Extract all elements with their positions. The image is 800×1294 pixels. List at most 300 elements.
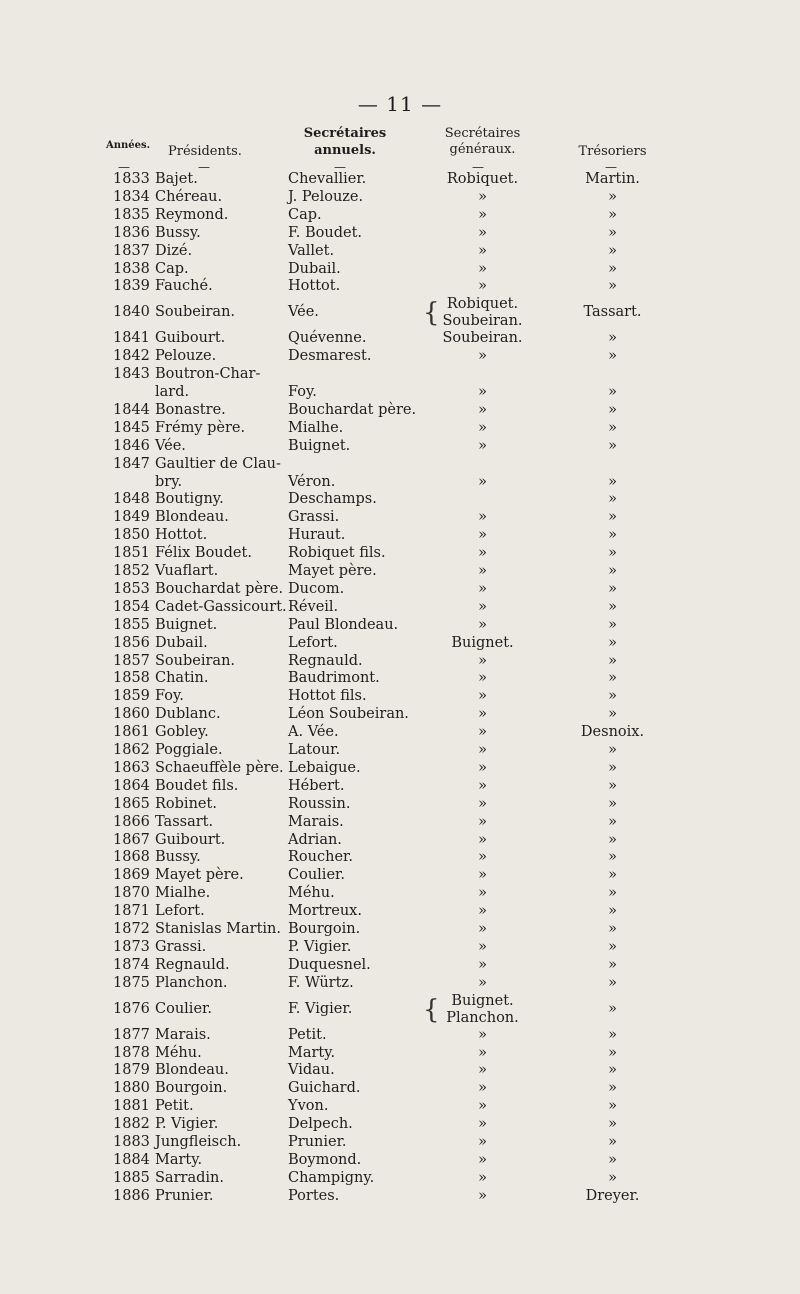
header-years: Années. <box>106 140 151 151</box>
annual-secretary-cell: Boymond. <box>288 1151 362 1168</box>
year-cell: 1869 <box>113 867 150 884</box>
table-row <box>0 420 800 437</box>
treasurer-cell: » <box>608 742 617 758</box>
year-cell: 1835 <box>113 206 150 223</box>
annual-secretary-cell: Guichard. <box>288 1080 361 1097</box>
general-secretary-cell: » <box>478 974 487 991</box>
annual-secretary-cell: Marais. <box>288 813 344 830</box>
general-secretary-cell: » <box>478 688 487 705</box>
year-cell: 1854 <box>113 598 150 615</box>
table-row <box>0 189 800 206</box>
treasurer-cell: Dreyer. <box>585 1187 640 1204</box>
president-cell: Mayet père. <box>155 867 244 884</box>
annual-secretary-cell: Hébert. <box>288 777 345 794</box>
year-cell: 1834 <box>113 188 150 205</box>
year-cell: 1868 <box>113 849 150 866</box>
table-row <box>0 261 800 278</box>
year-cell: 1833 <box>113 171 150 187</box>
president-cell: Félix Boudet. <box>155 545 252 562</box>
treasurer-cell: » <box>608 224 617 241</box>
table-row <box>0 653 800 670</box>
year-cell: 1856 <box>113 634 150 651</box>
president-cell: Chatin. <box>155 670 209 687</box>
table-row <box>0 832 800 849</box>
president-cell: Vée. <box>155 437 186 454</box>
annual-secretary-cell: Hottot. <box>288 278 341 295</box>
general-secretary-cell: » <box>478 921 487 937</box>
treasurer-cell: » <box>608 1000 617 1017</box>
general-secretary-cell: Robiquet. <box>446 171 519 187</box>
header-presidents: Présidents. <box>168 144 242 159</box>
general-secretary-cell: » <box>478 1116 487 1133</box>
table-row <box>0 1116 800 1133</box>
year-cell: 1841 <box>113 330 150 347</box>
annual-secretary-cell: F. Würtz. <box>288 974 354 991</box>
general-secretary-cell: » <box>478 242 487 259</box>
general-secretary-cell: » <box>478 224 487 241</box>
general-secretary-cell: » <box>478 563 487 579</box>
table-row <box>0 1098 800 1115</box>
year-cell: 1867 <box>113 831 150 848</box>
header-dash: — <box>198 160 210 174</box>
treasurer-cell: » <box>608 188 617 205</box>
annual-secretary-cell: Mayet père. <box>288 563 377 579</box>
table-row <box>0 171 800 188</box>
general-secretary-cell: » <box>478 813 487 830</box>
annual-secretary-cell: Vée. <box>288 304 319 321</box>
annual-secretary-cell: Bourgoin. <box>288 921 361 937</box>
annual-secretary-cell: Lefort. <box>288 634 338 651</box>
annual-secretary-cell: Foy. <box>288 384 317 400</box>
table-row <box>0 581 800 598</box>
treasurer-cell: » <box>608 759 617 776</box>
header-general-line1: Secrétaires <box>444 126 521 141</box>
annual-secretary-cell: Bouchardat père. <box>288 401 417 418</box>
table-row <box>0 207 800 224</box>
table-row <box>0 348 800 365</box>
general-secretary-cell: » <box>478 1026 487 1043</box>
year-cell: 1876 <box>113 1000 150 1017</box>
president-cell: Stanislas Martin. <box>155 921 281 937</box>
year-cell: 1844 <box>113 401 150 418</box>
year-cell: 1873 <box>113 938 150 955</box>
president-cell: Boudet fils. <box>155 777 239 794</box>
header-annual-line1: Secrétaires <box>303 126 387 141</box>
president-cell: Gobley. <box>155 724 209 741</box>
treasurer-cell: » <box>608 348 617 365</box>
general-secretary-cell: Buignet. <box>451 634 514 651</box>
table-row <box>0 778 800 795</box>
general-secretary-cell: » <box>478 1098 487 1115</box>
year-cell: 1842 <box>113 348 150 365</box>
treasurer-cell: » <box>608 1098 617 1115</box>
general-secretary-cell: » <box>478 849 487 866</box>
president-cell: Dubail. <box>155 634 208 651</box>
general-secretary-cell: » <box>478 938 487 955</box>
year-cell: 1877 <box>113 1026 150 1043</box>
annual-secretary-cell: Mialhe. <box>288 419 344 436</box>
general-secretary-cell: » <box>478 616 487 633</box>
table-row <box>0 1188 800 1205</box>
president-cell: Pelouze. <box>155 348 217 365</box>
general-secretary-cell: » <box>478 401 487 418</box>
treasurer-cell: » <box>608 1044 617 1061</box>
president-cell: Jungfleisch. <box>155 1134 242 1150</box>
treasurer-cell: » <box>608 1026 617 1043</box>
annual-secretary-cell: Grassi. <box>288 509 340 526</box>
treasurer-cell: » <box>608 795 617 812</box>
table-row <box>0 814 800 831</box>
treasurer-cell: » <box>608 652 617 669</box>
general-secretary-cell: » <box>478 652 487 669</box>
president-cell: Dizé. <box>155 242 193 259</box>
annual-secretary-cell: Yvon. <box>288 1098 329 1115</box>
table-row <box>0 545 800 562</box>
year-cell: 1837 <box>113 242 150 259</box>
table-row <box>0 957 800 974</box>
president-cell: bry. <box>155 473 183 490</box>
treasurer-cell: » <box>608 956 617 973</box>
president-cell: Buignet. <box>155 616 218 633</box>
president-cell: Poggiale. <box>155 742 223 758</box>
treasurer-cell: » <box>608 849 617 866</box>
year-cell: 1871 <box>113 903 150 920</box>
table-row <box>0 670 800 687</box>
year-cell: 1851 <box>113 545 150 562</box>
treasurer-cell: » <box>608 1169 617 1186</box>
year-cell: 1850 <box>113 527 150 544</box>
president-cell: Grassi. <box>155 938 207 955</box>
general-secretary-cell: » <box>478 206 487 223</box>
annual-secretary-cell: A. Vée. <box>288 724 339 741</box>
year-cell: 1836 <box>113 224 150 241</box>
table-row <box>0 706 800 723</box>
annual-secretary-cell: Marty. <box>288 1044 336 1061</box>
table-row <box>0 1080 800 1097</box>
year-cell: 1878 <box>113 1044 150 1061</box>
table-row <box>0 760 800 777</box>
treasurer-cell: » <box>608 598 617 615</box>
annual-secretary-cell: Latour. <box>288 742 341 758</box>
annual-secretary-cell: F. Vigier. <box>288 1000 353 1017</box>
year-cell: 1838 <box>113 260 150 277</box>
year-cell: 1859 <box>113 688 150 705</box>
general-secretary-cell: » <box>478 831 487 848</box>
table-row <box>0 456 800 473</box>
general-secretary-cell: » <box>478 1169 487 1186</box>
table-row <box>0 330 800 347</box>
general-secretary-cell: » <box>478 759 487 776</box>
president-cell: Vuaflart. <box>155 563 219 579</box>
header-dash: — <box>472 160 484 174</box>
president-cell: lard. <box>155 384 190 400</box>
year-cell: 1872 <box>113 921 150 937</box>
treasurer-cell: » <box>608 473 617 490</box>
general-secretary-cell: Soubeiran. <box>442 330 523 347</box>
annual-secretary-cell: Paul Blondeau. <box>288 616 399 633</box>
general-secretary-cell: » <box>478 706 487 723</box>
treasurer-cell: » <box>608 206 617 223</box>
treasurer-cell: Desnoix. <box>580 724 645 741</box>
annual-secretary-cell: Roussin. <box>288 795 351 812</box>
president-cell: Bouchardat père. <box>155 580 284 597</box>
annual-secretary-cell: Lebaigue. <box>288 759 361 776</box>
president-cell: Regnauld. <box>155 956 230 973</box>
annual-secretary-cell: Adrian. <box>288 831 342 848</box>
annual-secretary-cell: Portes. <box>288 1187 340 1204</box>
table-row <box>0 599 800 616</box>
year-cell: 1880 <box>113 1080 150 1097</box>
general-secretary-cell: » <box>478 742 487 758</box>
year-cell: 1839 <box>113 278 150 295</box>
president-cell: Marais. <box>155 1026 211 1043</box>
year-cell: 1855 <box>113 616 150 633</box>
president-cell: Hottot. <box>155 527 208 544</box>
general-secretary-cell: » <box>478 956 487 973</box>
president-cell: Bussy. <box>155 849 201 866</box>
year-cell: 1852 <box>113 563 150 579</box>
general-secretary-cell: » <box>478 278 487 295</box>
table-row <box>0 921 800 938</box>
table-row <box>0 885 800 902</box>
president-cell: Boutigny. <box>155 491 224 508</box>
president-cell: P. Vigier. <box>155 1116 219 1133</box>
table-row <box>0 742 800 759</box>
table-row <box>0 903 800 920</box>
year-cell: 1849 <box>113 509 150 526</box>
annual-secretary-cell: Robiquet fils. <box>288 545 386 562</box>
table-row <box>0 867 800 884</box>
annual-secretary-cell: Duquesnel. <box>288 956 371 973</box>
general-secretary-cell: » <box>478 1080 487 1097</box>
treasurer-cell: » <box>608 831 617 848</box>
table-row <box>0 1045 800 1062</box>
general-secretary-cell: » <box>478 903 487 920</box>
general-secretary-cell: » <box>478 527 487 544</box>
president-cell: Robinet. <box>155 795 217 812</box>
treasurer-cell: » <box>608 1116 617 1133</box>
treasurer-cell: » <box>608 885 617 902</box>
year-cell: 1875 <box>113 974 150 991</box>
general-secretary-cell: » <box>478 867 487 884</box>
general-secretary-cell: » <box>478 188 487 205</box>
general-secretary-cell: » <box>478 795 487 812</box>
president-cell: Bourgoin. <box>155 1080 228 1097</box>
president-cell: Boutron-Char- <box>155 366 261 383</box>
year-cell: 1860 <box>113 706 150 723</box>
president-cell: Foy. <box>155 688 184 705</box>
year-cell: 1885 <box>113 1169 150 1186</box>
annual-secretary-cell: Coulier. <box>288 867 345 884</box>
treasurer-cell: » <box>608 384 617 400</box>
president-cell: Lefort. <box>155 903 205 920</box>
annual-secretary-cell: Réveil. <box>288 598 339 615</box>
general-secretary-cell: » <box>478 260 487 277</box>
table-row <box>0 491 800 508</box>
table-row <box>0 384 800 401</box>
year-cell: 1853 <box>113 580 150 597</box>
treasurer-cell: » <box>608 509 617 526</box>
treasurer-cell: » <box>608 688 617 705</box>
president-cell: Blondeau. <box>155 1062 229 1079</box>
table-row <box>0 243 800 260</box>
president-cell: Soubeiran. <box>155 652 236 669</box>
treasurer-cell: » <box>608 974 617 991</box>
annual-secretary-cell: Vidau. <box>288 1062 335 1079</box>
president-cell: Sarradin. <box>155 1169 224 1186</box>
president-cell: Mialhe. <box>155 885 211 902</box>
general-secretary-cell: » <box>478 1151 487 1168</box>
table-row <box>0 635 800 652</box>
president-cell: Bussy. <box>155 224 201 241</box>
general-secretary-cell: » <box>478 598 487 615</box>
table-row <box>0 975 800 992</box>
treasurer-cell: » <box>608 921 617 937</box>
table-row <box>0 1062 800 1079</box>
general-secretary-cell: » <box>478 885 487 902</box>
treasurer-cell: » <box>608 330 617 347</box>
year-cell: 1843 <box>113 366 150 383</box>
annual-secretary-cell: Cap. <box>288 206 322 223</box>
general-secretary-cell: » <box>478 545 487 562</box>
table-row <box>0 509 800 526</box>
annual-secretary-cell: J. Pelouze. <box>288 188 364 205</box>
year-cell: 1845 <box>113 419 150 436</box>
general-secretary-cell: » <box>478 384 487 400</box>
annual-secretary-cell: P. Vigier. <box>288 938 352 955</box>
general-secretary-cell: Planchon. <box>446 1009 519 1026</box>
annual-secretary-cell: Vallet. <box>288 242 335 259</box>
treasurer-cell: » <box>608 1134 617 1150</box>
annual-secretary-cell: Buignet. <box>288 437 351 454</box>
general-secretary-cell: » <box>478 1044 487 1061</box>
annual-secretary-cell: F. Boudet. <box>288 224 363 241</box>
treasurer-cell: » <box>608 1062 617 1079</box>
president-cell: Coulier. <box>155 1000 212 1017</box>
annual-secretary-cell: Delpech. <box>288 1116 353 1133</box>
year-cell: 1864 <box>113 777 150 794</box>
treasurer-cell: » <box>608 545 617 562</box>
year-cell: 1874 <box>113 956 150 973</box>
treasurer-cell: » <box>608 580 617 597</box>
president-cell: Marty. <box>155 1151 203 1168</box>
president-cell: Cadet-Gassicourt. <box>155 598 287 615</box>
president-cell: Cap. <box>155 260 189 277</box>
president-cell: Fauché. <box>155 278 213 295</box>
year-cell: 1862 <box>113 742 150 758</box>
treasurer-cell: » <box>608 634 617 651</box>
treasurer-cell: » <box>608 527 617 544</box>
treasurer-cell: Martin. <box>585 171 640 187</box>
treasurer-cell: » <box>608 1080 617 1097</box>
president-cell: Gaultier de Clau- <box>155 455 281 472</box>
table-row <box>0 849 800 866</box>
annual-secretary-cell: Dubail. <box>288 260 341 277</box>
table-row <box>0 402 800 419</box>
president-cell: Guibourt. <box>155 330 226 347</box>
table-row <box>0 527 800 544</box>
table-row <box>0 474 800 491</box>
president-cell: Dublanc. <box>155 706 221 723</box>
treasurer-cell: » <box>608 813 617 830</box>
general-secretary-cell: » <box>478 1187 487 1204</box>
general-secretary-cell: » <box>478 419 487 436</box>
table-row <box>0 438 800 455</box>
brace-icon: { <box>423 298 440 329</box>
annual-secretary-cell: Petit. <box>288 1026 327 1043</box>
table-row <box>0 225 800 242</box>
annual-secretary-cell: Quévenne. <box>288 330 367 347</box>
table-row <box>0 939 800 956</box>
president-cell: Méhu. <box>155 1044 202 1061</box>
general-secretary-cell: » <box>478 724 487 741</box>
general-secretary-cell: » <box>478 670 487 687</box>
treasurer-cell: » <box>608 242 617 259</box>
annual-secretary-cell: Roucher. <box>288 849 353 866</box>
table-row <box>0 296 800 330</box>
table-row <box>0 796 800 813</box>
general-secretary-cell: Buignet. <box>451 992 514 1009</box>
general-secretary-cell: » <box>478 777 487 794</box>
header-dash: — <box>118 160 130 174</box>
general-secretary-cell: » <box>478 1134 487 1150</box>
year-cell: 1861 <box>113 724 150 741</box>
header-general-line2: généraux. <box>449 142 516 157</box>
year-cell: 1840 <box>113 304 150 321</box>
general-secretary-cell: Robiquet. <box>446 296 519 313</box>
annual-secretary-cell: Deschamps. <box>288 491 377 508</box>
table-row <box>0 278 800 295</box>
treasurer-cell: Tassart. <box>583 304 642 321</box>
general-secretary-cell: » <box>478 580 487 597</box>
annual-secretary-cell: Baudrimont. <box>288 670 380 687</box>
table-row <box>0 1170 800 1187</box>
header-dash: — <box>334 160 346 174</box>
president-cell: Chéreau. <box>155 188 223 205</box>
general-secretary-cell: Soubeiran. <box>442 313 523 330</box>
president-cell: Bajet. <box>155 171 198 187</box>
treasurer-cell: » <box>608 278 617 295</box>
president-cell: Blondeau. <box>155 509 229 526</box>
brace-icon: { <box>423 994 440 1025</box>
general-secretary-cell: » <box>478 348 487 365</box>
president-cell: Tassart. <box>155 813 214 830</box>
table-row <box>0 563 800 580</box>
president-cell: Bonastre. <box>155 401 226 418</box>
year-cell: 1883 <box>113 1134 150 1150</box>
annual-secretary-cell: Chevallier. <box>288 171 367 187</box>
president-cell: Schaeuffèle père. <box>155 759 284 776</box>
year-cell: 1848 <box>113 491 150 508</box>
treasurer-cell: » <box>608 670 617 687</box>
treasurer-cell: » <box>608 437 617 454</box>
year-cell: 1881 <box>113 1098 150 1115</box>
president-cell: Guibourt. <box>155 831 226 848</box>
annual-secretary-cell: Prunier. <box>288 1134 347 1150</box>
year-cell: 1882 <box>113 1116 150 1133</box>
year-cell: 1870 <box>113 885 150 902</box>
year-cell: 1863 <box>113 759 150 776</box>
president-cell: Petit. <box>155 1098 194 1115</box>
general-secretary-cell: » <box>478 509 487 526</box>
year-cell: 1858 <box>113 670 150 687</box>
annual-secretary-cell: Méhu. <box>288 885 335 902</box>
treasurer-cell: » <box>608 419 617 436</box>
treasurer-cell: » <box>608 616 617 633</box>
year-cell: 1866 <box>113 813 150 830</box>
annual-secretary-cell: Léon Soubeiran. <box>288 706 409 723</box>
annual-secretary-cell: Hottot fils. <box>288 688 367 705</box>
